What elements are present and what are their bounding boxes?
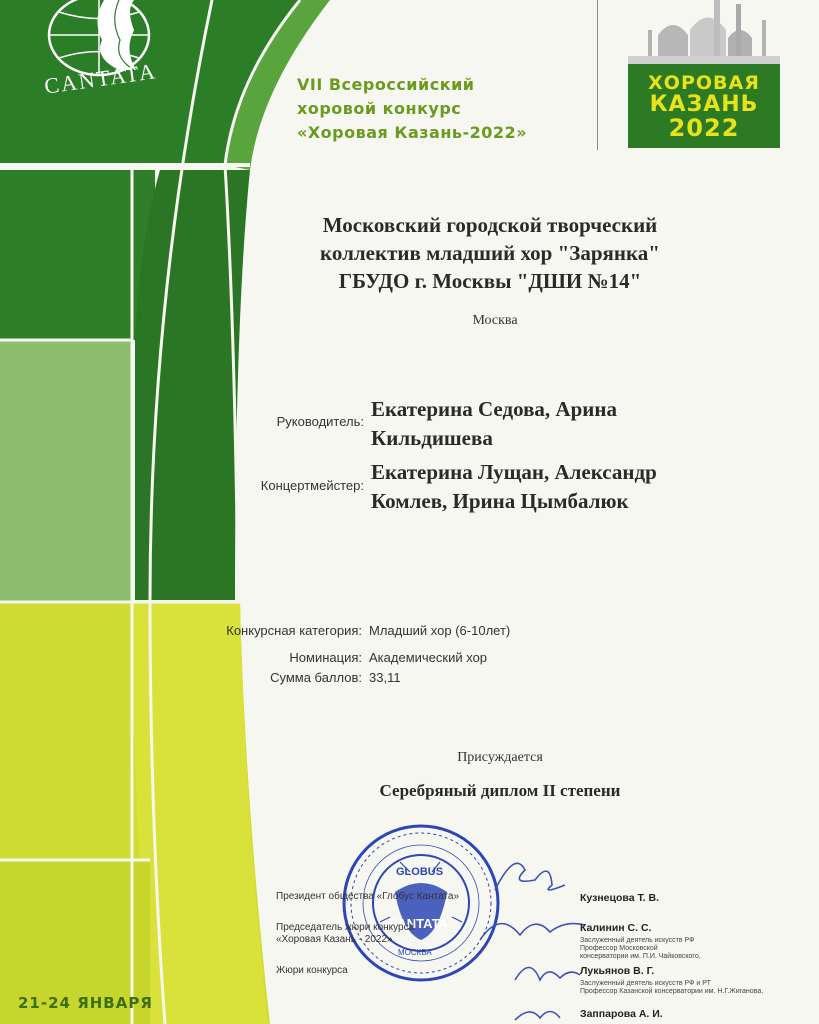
jury-member-1-name: Лукьянов В. Г. xyxy=(580,965,655,977)
chair-desc-line: Заслуженный деятель искусств РФ xyxy=(580,937,695,944)
accompanist-label: Концертмейстер: xyxy=(260,478,364,493)
event-logo xyxy=(628,0,780,148)
diploma-title: Серебряный диплом II степени xyxy=(379,781,621,800)
accompanist-name-line: Комлев, Ирина Цымбалюк xyxy=(371,489,629,513)
recipient-city: Москва xyxy=(472,313,518,328)
event-logo-line3: 2022 xyxy=(668,114,740,142)
nomination-value: Академический хор xyxy=(369,650,488,665)
awarded-text: Присуждается xyxy=(457,750,543,765)
jury-member-2-name: Заппарова А. И. xyxy=(580,1008,663,1020)
score-value: 33,11 xyxy=(369,670,401,685)
organization-line: ГБУДО г. Москвы "ДШИ №14" xyxy=(338,269,642,293)
jury1-desc-line: Заслуженный деятель искусств РФ и РТ xyxy=(580,980,711,987)
president-name: Кузнецова Т. В. xyxy=(580,892,660,904)
jury-member-1-description xyxy=(580,980,763,996)
event-dates: 21-24 ЯНВАРЯ xyxy=(18,994,153,1012)
chair-desc-line: Профессор Московской xyxy=(580,945,658,952)
contest-title-line: хоровой конкурс xyxy=(297,99,462,118)
president-label: Президент общества «Глобус Кантата» xyxy=(276,891,460,902)
leader-name-line: Екатерина Седова, Арина xyxy=(371,397,617,421)
chair-label-line: «Хоровая Казань - 2022» xyxy=(276,934,393,945)
category-label: Конкурсная категория: xyxy=(226,623,362,638)
chair-label xyxy=(276,922,414,946)
stamp-center-top: GLOBUS xyxy=(396,866,444,878)
organization-line: Московский городской творческий xyxy=(322,213,658,237)
contest-title-line: VII Всероссийский xyxy=(297,75,475,94)
jury-label: Жюри конкурса xyxy=(276,965,348,976)
chair-label-line: Председатель жюри конкурса xyxy=(276,922,415,933)
chair-description xyxy=(580,937,701,961)
event-logo-line2: КАЗАНЬ xyxy=(649,92,759,117)
contest-title-line: «Хоровая Казань-2022» xyxy=(297,123,528,142)
category-value: Младший хор (6-10лет) xyxy=(369,623,511,638)
stamp-city: МОСКВА xyxy=(398,948,432,957)
header-divider xyxy=(597,0,598,150)
signature-scribbles xyxy=(440,840,590,1024)
score-label: Сумма баллов: xyxy=(270,670,362,685)
contest-title xyxy=(297,73,597,145)
chair-name: Калинин С. С. xyxy=(580,922,652,934)
leader-label: Руководитель: xyxy=(276,414,364,429)
jury1-desc-line: Профессор Казанской консерватории им. Н.Г.Жиганова, xyxy=(580,988,764,995)
nomination-label: Номинация: xyxy=(289,650,362,665)
cantata-logo xyxy=(24,0,174,100)
accompanist-name-line: Екатерина Лущан, Александр xyxy=(371,460,657,484)
accompanist-names xyxy=(371,458,731,516)
stamp-center-bottom: CANTATA xyxy=(388,916,448,931)
brand-logo-text: CANTATA xyxy=(42,58,159,99)
leader-names xyxy=(371,395,731,453)
organization-line: коллектив младший хор "Зарянка" xyxy=(320,241,660,265)
recipient-organization xyxy=(280,211,700,295)
chair-desc-line: консерватории им. П.И. Чайковского, xyxy=(580,953,701,960)
leader-name-line: Кильдишева xyxy=(371,426,493,450)
event-logo-line1: ХОРОВАЯ xyxy=(648,72,760,94)
